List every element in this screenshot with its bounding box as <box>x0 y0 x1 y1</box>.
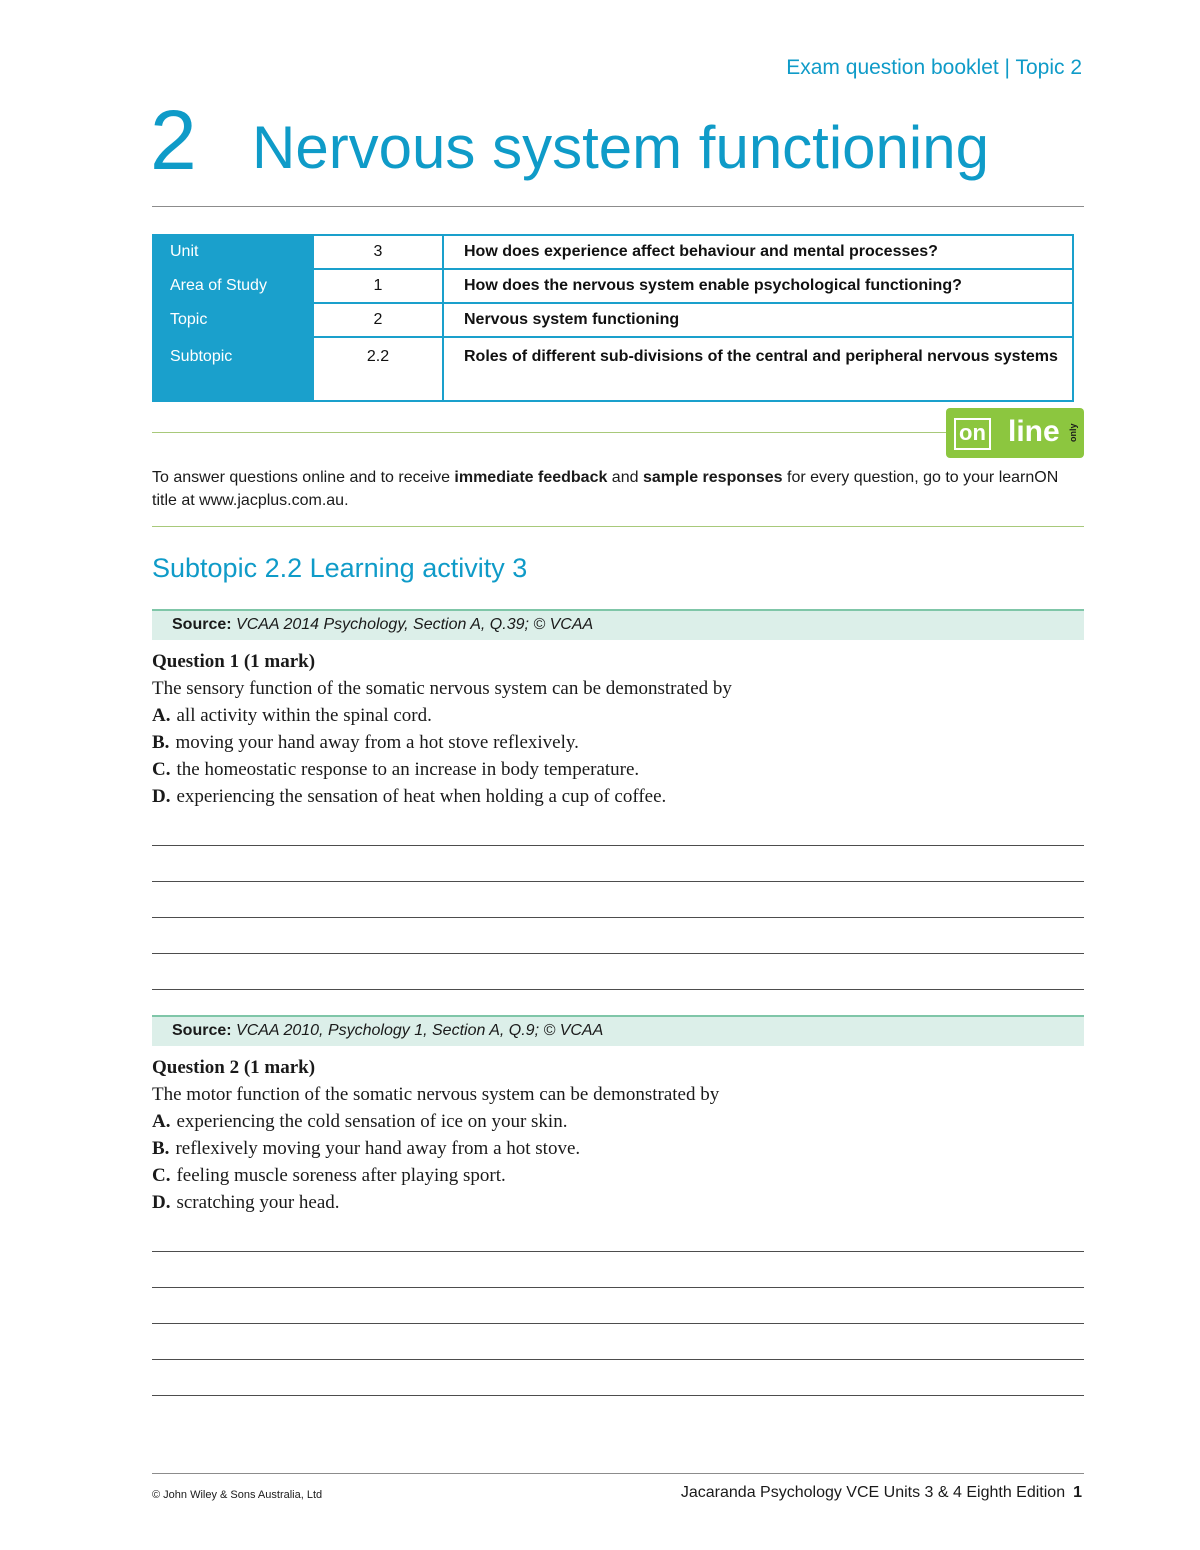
answer-option: A. all activity within the spinal cord. <box>152 705 432 726</box>
topic-title: Nervous system functioning <box>252 114 989 181</box>
info-value: 1 <box>313 269 443 303</box>
answer-line[interactable] <box>152 1323 1084 1324</box>
answer-line[interactable] <box>152 845 1084 846</box>
answer-line[interactable] <box>152 917 1084 918</box>
info-label: Subtopic <box>153 337 313 401</box>
answer-line[interactable] <box>152 953 1084 954</box>
info-description: Nervous system functioning <box>443 303 1073 337</box>
online-logo-line: line <box>1008 415 1060 448</box>
source-label: Source: <box>172 616 232 633</box>
footer-divider <box>152 1473 1084 1474</box>
answer-option: D. experiencing the sensation of heat when holding a cup of coffee. <box>152 786 667 807</box>
question-heading: Question 1 (1 mark) <box>152 651 316 672</box>
question-stem: The sensory function of the somatic nervous system can be demonstrated by <box>152 678 732 699</box>
question-1 <box>152 648 1084 810</box>
table-row <box>153 337 1073 401</box>
footer-book-title: Jacaranda Psychology VCE Units 3 & 4 Eighth Edition <box>680 1484 1066 1501</box>
online-logo <box>946 408 1084 458</box>
table-row <box>153 269 1073 303</box>
info-label: Area of Study <box>153 269 313 303</box>
answer-line[interactable] <box>152 1287 1084 1288</box>
info-value: 2.2 <box>313 337 443 401</box>
answer-line[interactable] <box>152 1359 1084 1360</box>
table-row <box>153 235 1073 269</box>
source-text: VCAA 2010, Psychology 1, Section A, Q.9; © VCAA <box>236 1022 604 1039</box>
intro-divider <box>152 526 1084 527</box>
info-description: How does the nervous system enable psychological functioning? <box>443 269 1073 303</box>
online-logo-only: only <box>1068 423 1078 443</box>
answer-line[interactable] <box>152 1395 1084 1396</box>
answer-option: C. feeling muscle soreness after playing sport. <box>152 1165 506 1186</box>
online-divider <box>152 432 946 433</box>
info-label: Topic <box>153 303 313 337</box>
info-description: Roles of different sub-divisions of the central and peripheral nervous systems <box>443 337 1073 401</box>
answer-line[interactable] <box>152 881 1084 882</box>
source-text: VCAA 2014 Psychology, Section A, Q.39; © VCAA <box>236 616 594 633</box>
source-label: Source: <box>172 1022 232 1039</box>
page-number: 1 <box>1073 1484 1082 1501</box>
info-value: 2 <box>313 303 443 337</box>
online-logo-on: on <box>954 418 991 450</box>
answer-option: B. reflexively moving your hand away from a hot stove. <box>152 1138 581 1159</box>
question-heading: Question 2 (1 mark) <box>152 1057 316 1078</box>
source-bar <box>152 609 1084 640</box>
answer-line[interactable] <box>152 989 1084 990</box>
answer-option: D. scratching your head. <box>152 1192 340 1213</box>
question-2 <box>152 1054 1084 1216</box>
info-value: 3 <box>313 235 443 269</box>
answer-option: B. moving your hand away from a hot stove reflexively. <box>152 732 579 753</box>
footer-book-info <box>681 1484 1082 1502</box>
info-label: Unit <box>153 235 313 269</box>
source-bar <box>152 1015 1084 1046</box>
online-instructions: To answer questions online and to receive immediate feedback and sample responses for every question, go to your learnON title at www.jacplus.com.au. <box>152 469 1059 509</box>
title-divider <box>152 206 1084 207</box>
topic-info-table <box>152 234 1074 402</box>
booklet-header: Exam question booklet | Topic 2 <box>786 56 1082 79</box>
table-row <box>153 303 1073 337</box>
answer-line[interactable] <box>152 1251 1084 1252</box>
answer-option: A. experiencing the cold sensation of ice on your skin. <box>152 1111 568 1132</box>
answer-option: C. the homeostatic response to an increase in body temperature. <box>152 759 640 780</box>
topic-number: 2 <box>150 93 197 187</box>
question-stem: The motor function of the somatic nervous system can be demonstrated by <box>152 1084 720 1105</box>
subtopic-heading: Subtopic 2.2 Learning activity 3 <box>152 553 528 583</box>
info-description: How does experience affect behaviour and mental processes? <box>443 235 1073 269</box>
footer-copyright: © John Wiley & Sons Australia, Ltd <box>152 1489 323 1501</box>
